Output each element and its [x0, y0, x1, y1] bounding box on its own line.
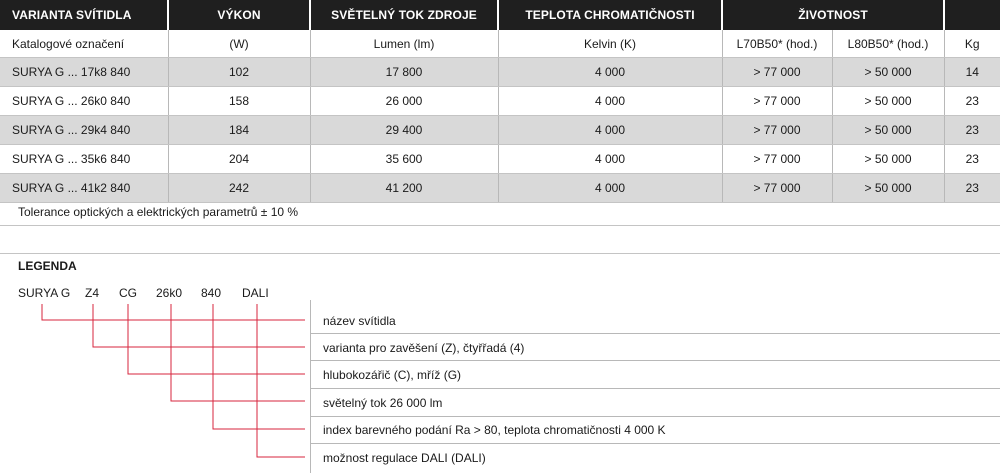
header-empty — [944, 0, 1000, 30]
header-lifetime: ŽIVOTNOST — [722, 0, 944, 30]
legend-desc-flux: světelný tok 26 000 lm — [323, 396, 443, 410]
code-part-dali: DALI — [242, 286, 269, 300]
cell-weight: 23 — [944, 116, 1000, 145]
header-variant: VARIANTA SVÍTIDLA — [0, 0, 168, 30]
tolerance-note: Tolerance optických a elektrických parametrů ± 10 % — [0, 198, 1000, 226]
cell-l70: > 77 000 — [722, 116, 832, 145]
cell-l80: > 50 000 — [832, 174, 944, 203]
blank-row — [0, 227, 1000, 254]
connector-line — [213, 304, 305, 429]
table-header-row — [0, 0, 1000, 30]
connector-line — [171, 304, 305, 401]
legend-desc-suspension: varianta pro zavěšení (Z), čtyřřadá (4) — [323, 341, 525, 355]
cell-weight: 23 — [944, 174, 1000, 203]
table-row — [0, 87, 1000, 116]
legend-title: LEGENDA — [18, 259, 77, 273]
header-flux: SVĚTELNÝ TOK ZDROJE — [310, 0, 498, 30]
connector-line — [42, 304, 305, 320]
cell-cct: 4 000 — [498, 58, 722, 87]
subheader-cct: Kelvin (K) — [498, 30, 722, 58]
cell-power: 204 — [168, 145, 310, 174]
cell-flux: 41 200 — [310, 174, 498, 203]
cell-l80: > 50 000 — [832, 116, 944, 145]
code-part-suspension: Z4 — [85, 286, 100, 300]
cell-power: 102 — [168, 58, 310, 87]
cell-flux: 29 400 — [310, 116, 498, 145]
cell-variant: SURYA G ... 35k6 840 — [0, 145, 168, 174]
code-part-name: SURYA G — [18, 286, 71, 300]
header-power: VÝKON — [168, 0, 310, 30]
cell-l80: > 50 000 — [832, 87, 944, 116]
specification-table — [0, 0, 1000, 203]
subheader-power: (W) — [168, 30, 310, 58]
cell-variant: SURYA G ... 26k0 840 — [0, 87, 168, 116]
cell-variant: SURYA G ... 17k8 840 — [0, 58, 168, 87]
cell-l70: > 77 000 — [722, 174, 832, 203]
legend-desc-dali: možnost regulace DALI (DALI) — [323, 451, 486, 465]
connector-line — [128, 304, 305, 374]
legend-desc-name: název svítidla — [323, 314, 396, 328]
cell-cct: 4 000 — [498, 145, 722, 174]
cell-weight: 23 — [944, 87, 1000, 116]
subheader-variant: Katalogové označení — [0, 30, 168, 58]
cell-cct: 4 000 — [498, 116, 722, 145]
cell-weight: 14 — [944, 58, 1000, 87]
code-part-optics: CG — [119, 286, 137, 300]
cell-power: 158 — [168, 87, 310, 116]
cell-variant: SURYA G ... 41k2 840 — [0, 174, 168, 203]
table-row — [0, 145, 1000, 174]
header-cct: TEPLOTA CHROMATIČNOSTI — [498, 0, 722, 30]
table-row — [0, 116, 1000, 145]
subheader-l70: L70B50* (hod.) — [722, 30, 832, 58]
cell-l70: > 77 000 — [722, 145, 832, 174]
cell-flux: 26 000 — [310, 87, 498, 116]
cell-flux: 17 800 — [310, 58, 498, 87]
connector-line — [93, 304, 305, 347]
cell-power: 242 — [168, 174, 310, 203]
connector-line — [257, 304, 305, 457]
cell-l70: > 77 000 — [722, 87, 832, 116]
table-subheader-row — [0, 30, 1000, 58]
table-row — [0, 58, 1000, 87]
cell-cct: 4 000 — [498, 87, 722, 116]
cell-l80: > 50 000 — [832, 145, 944, 174]
legend-connector-lines — [0, 300, 1000, 473]
cell-power: 184 — [168, 116, 310, 145]
cell-weight: 23 — [944, 145, 1000, 174]
cell-variant: SURYA G ... 29k4 840 — [0, 116, 168, 145]
cell-l80: > 50 000 — [832, 58, 944, 87]
cell-flux: 35 600 — [310, 145, 498, 174]
subheader-l80: L80B50* (hod.) — [832, 30, 944, 58]
subheader-weight: Kg — [944, 30, 1000, 58]
cell-cct: 4 000 — [498, 174, 722, 203]
legend-desc-optics: hlubokozářič (C), mříž (G) — [323, 368, 462, 382]
cell-l70: > 77 000 — [722, 58, 832, 87]
code-part-color: 840 — [201, 286, 222, 300]
subheader-flux: Lumen (lm) — [310, 30, 498, 58]
legend-desc-color: index barevného podání Ra > 80, teplota chromatičnosti 4 000 K — [323, 423, 666, 437]
code-part-flux: 26k0 — [156, 286, 183, 300]
